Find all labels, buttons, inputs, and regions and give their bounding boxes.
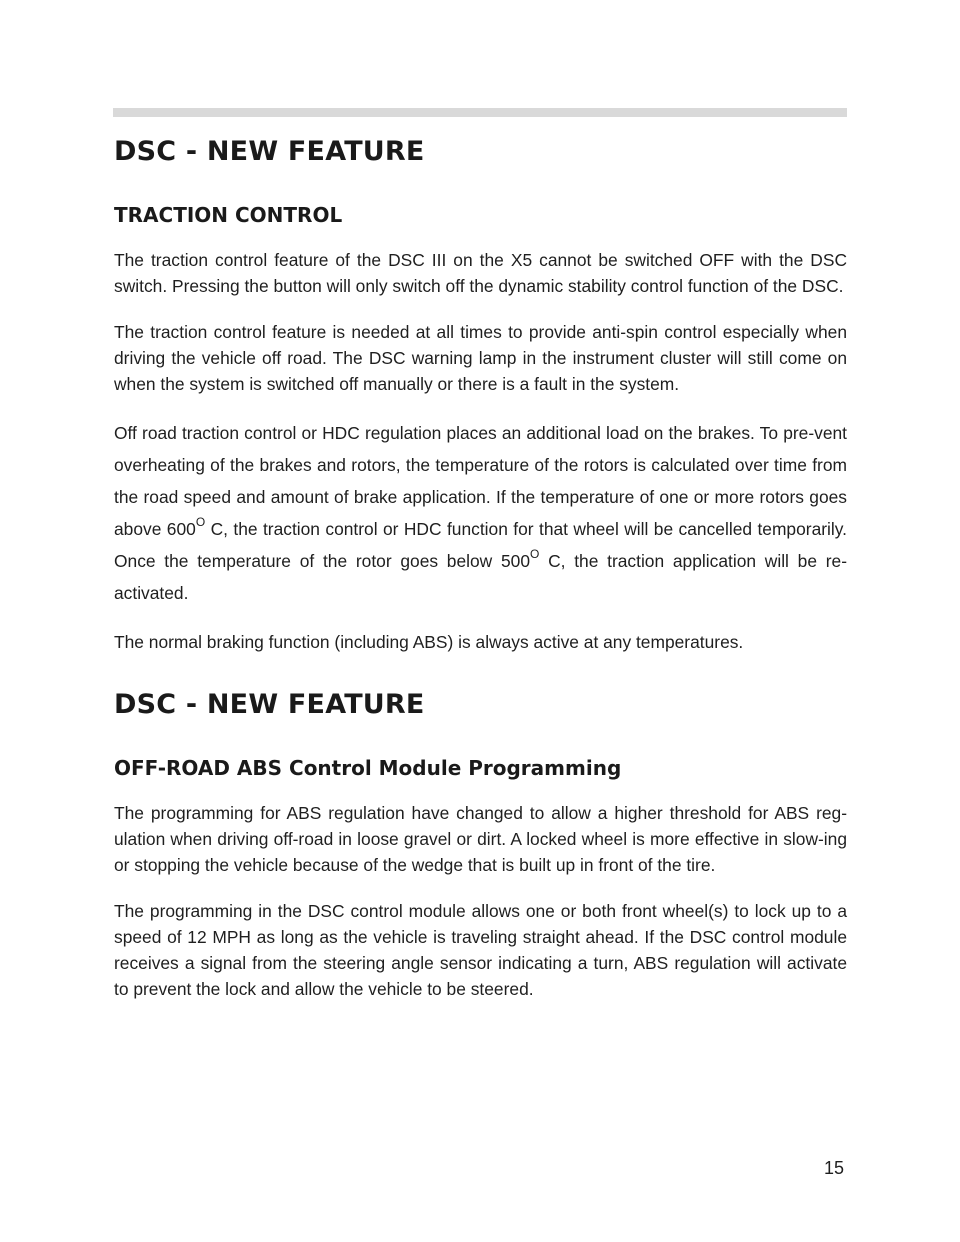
paragraph: The programming in the DSC control module allows one or both front wheel(s) to lock up to a speed of 12 MPH as long as the vehicle is traveling straight ahead. If the DSC control module receives a signal from the steering angle sensor indicating a turn, ABS regulation will activate to prevent the lock and allow the vehicle to be steered.	[114, 901, 847, 999]
superscript: O	[195, 515, 206, 530]
paragraph-text: C, the traction control or HDC function for that wheel will be cancelled temporarily. Once the temperature of the rotor goes below 500	[114, 519, 847, 571]
section-subtitle: OFF-ROAD ABS Control Module Programming	[114, 756, 622, 780]
section-title: DSC - NEW FEATURE	[114, 689, 425, 720]
section-title: DSC - NEW FEATURE	[114, 136, 425, 167]
page-number: 15	[823, 1158, 844, 1178]
superscript: O	[530, 547, 540, 562]
paragraph: The programming for ABS regulation have changed to allow a higher threshold for ABS reg-ulation when driving off-road in loose gravel or dirt. A locked wheel is more effective in slow-ing or stopping the vehicle because of the wedge that is built up in front of the tire.	[114, 803, 847, 875]
paragraph	[114, 417, 847, 609]
header-rule	[113, 108, 847, 117]
paragraph: The traction control feature of the DSC III on the X5 cannot be switched OFF with the DSC switch. Pressing the button will only switch off the dynamic stability control function of the DSC.	[114, 250, 847, 296]
paragraph-text: Off road traction control or HDC regulation places an additional load on the brakes. To pre-vent overheating of the brakes and rotors, the temperature of the rotors is calculated over time from the road speed and amount of brake application. If the temperature of one or more rotors goes above 600	[114, 423, 847, 539]
paragraph: The traction control feature is needed at all times to provide anti-spin control especially when driving the vehicle off road. The DSC warning lamp in the instrument cluster will still come on when the system is switched off manually or there is a fault in the system.	[114, 322, 847, 394]
paragraph-text: C, the traction application will be re-activated.	[114, 551, 847, 603]
paragraph: The normal braking function (including ABS) is always active at any temperatures.	[114, 632, 744, 652]
section-subtitle: TRACTION CONTROL	[114, 203, 343, 227]
page-content	[114, 136, 847, 1002]
